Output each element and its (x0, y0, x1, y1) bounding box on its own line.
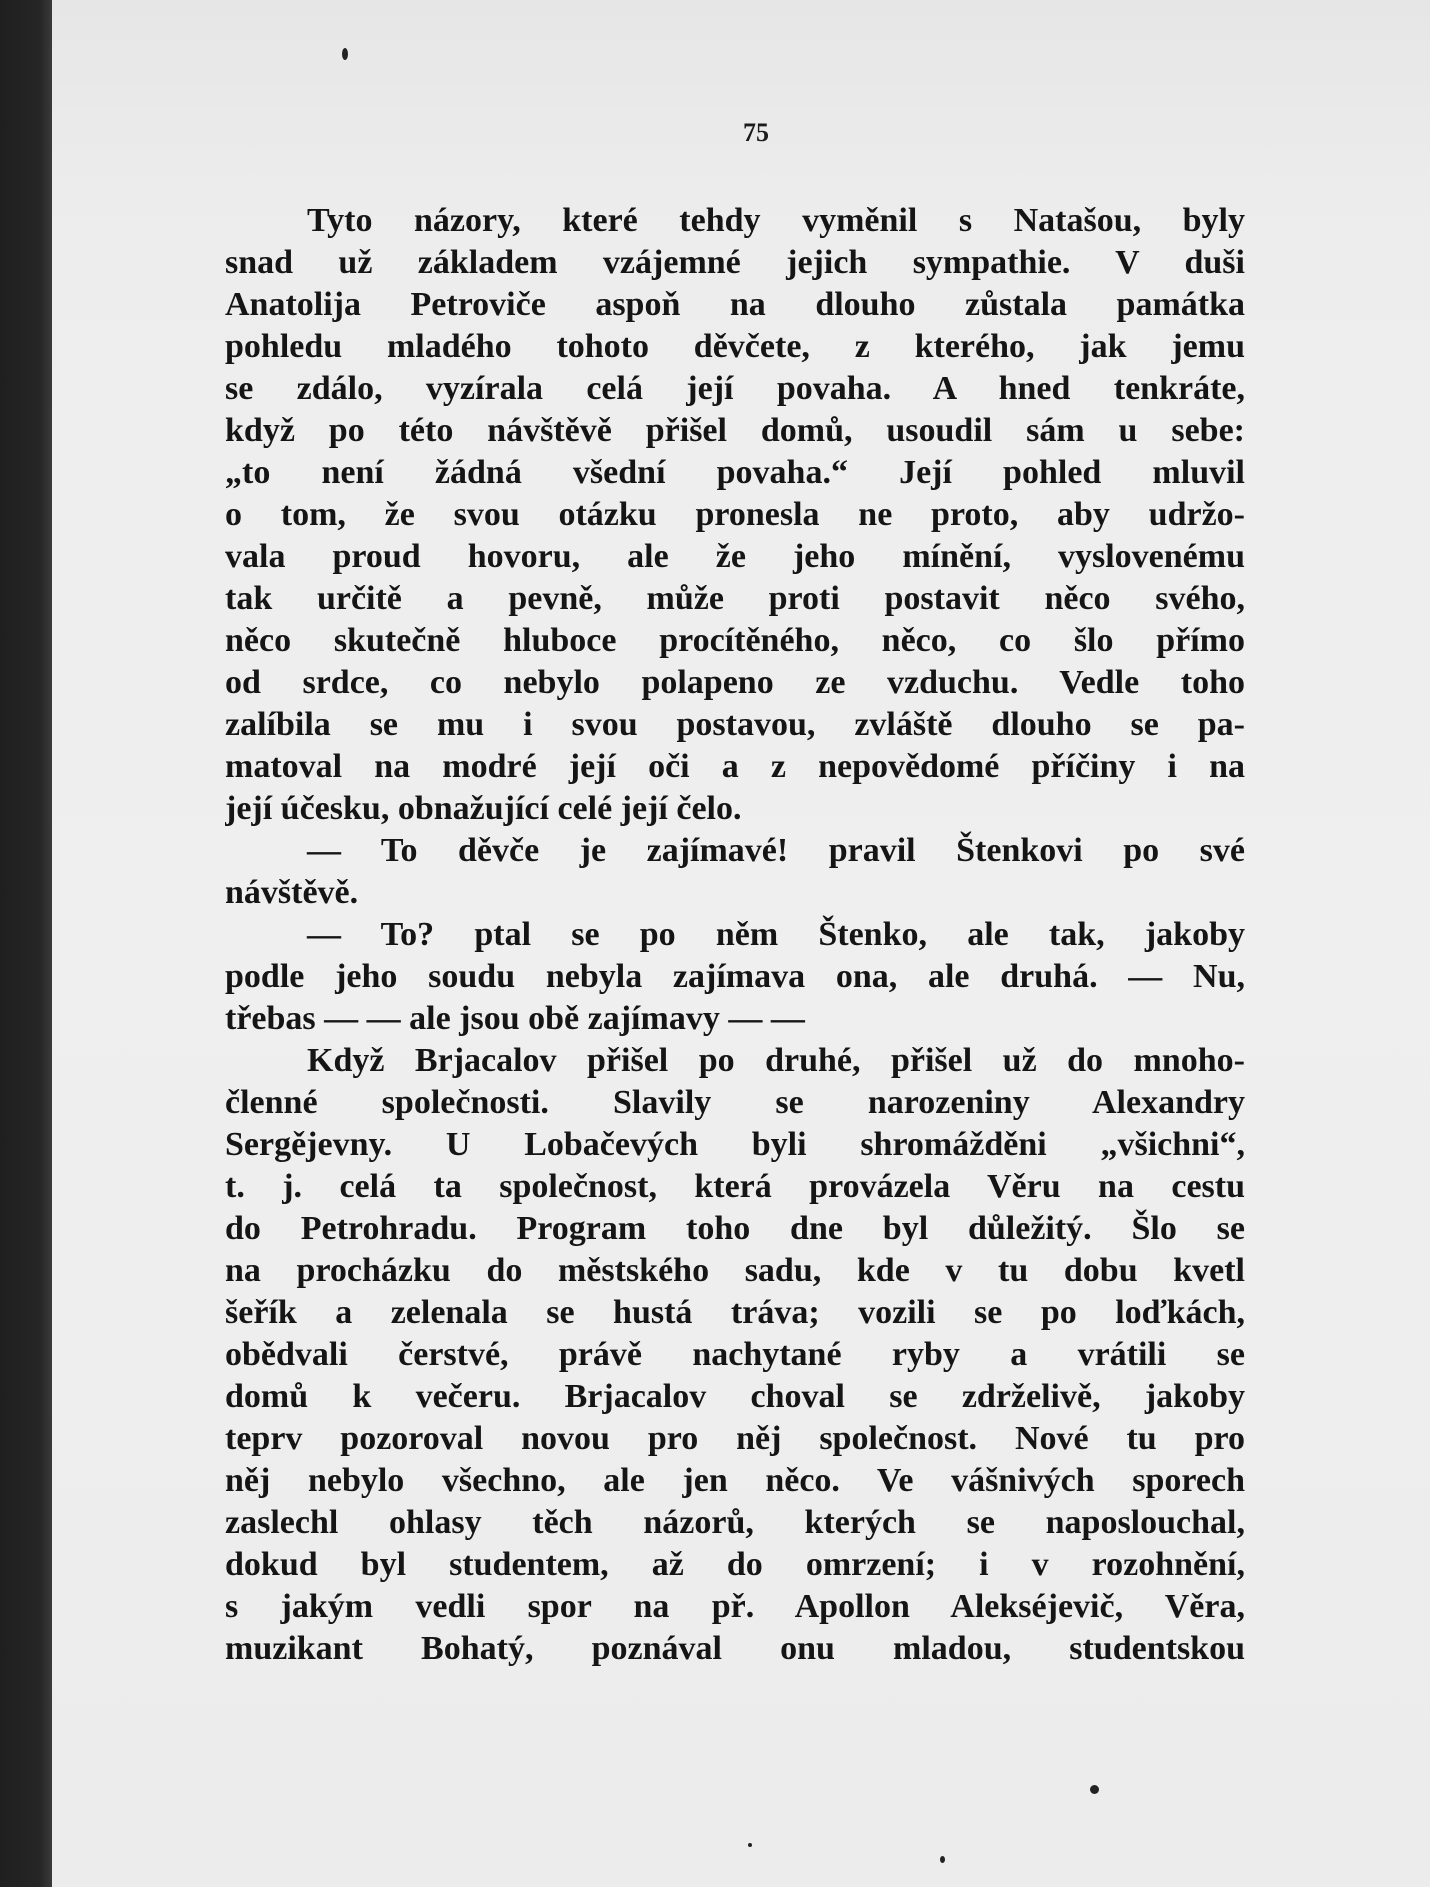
text-line: návštěvě. (225, 874, 359, 911)
text-line: matoval na modré její oči a z nepovědomé příčiny i na (225, 748, 1245, 785)
text-line: snad už základem vzájemné jejich sympathie. V duši (225, 244, 1245, 281)
text-line: Anatolija Petroviče aspoň na dlouho zůstala památka (225, 286, 1245, 323)
text-line: domů k večeru. Brjacalov choval se zdrželivě, jakoby (225, 1378, 1245, 1415)
text-line: o tom, že svou otázku pronesla ne proto, aby udržo- (225, 496, 1245, 533)
text-line: pohledu mladého tohoto děvčete, z kterého, jak jemu (225, 328, 1245, 365)
text-line: něco skutečně hluboce procítěného, něco, co šlo přímo (225, 622, 1245, 659)
text-line: — To děvče je zajímavé! pravil Štenkovi po své (307, 832, 1245, 869)
text-line: t. j. celá ta společnost, která provázela Věru na cestu (225, 1168, 1245, 1205)
text-line: muzikant Bohatý, poznával onu mladou, studentskou (225, 1630, 1245, 1667)
text-line: od srdce, co nebylo polapeno ze vzduchu. Vedle toho (225, 664, 1245, 701)
page-sheet (52, 0, 1430, 1887)
body-text (225, 200, 1245, 1670)
text-line: třebas — — ale jsou obě zajímavy — — (225, 1000, 805, 1037)
text-line: do Petrohradu. Program toho dne byl důležitý. Šlo se (225, 1210, 1245, 1247)
text-line: podle jeho soudu nebyla zajímava ona, ale druhá. — Nu, (225, 958, 1245, 995)
text-line: vala proud hovoru, ale že jeho mínění, vyslovenému (225, 538, 1245, 575)
print-speck (342, 48, 348, 60)
text-line: — To? ptal se po něm Štenko, ale tak, jakoby (307, 916, 1245, 953)
text-line: s jakým vedli spor na př. Apollon Alekséjevič, Věra, (225, 1588, 1245, 1625)
text-line: na procházku do městského sadu, kde v tu dobu kvetl (225, 1252, 1245, 1289)
text-line: se zdálo, vyzírala celá její povaha. A hned tenkráte, (225, 370, 1245, 407)
text-line: její účesku, obnažující celé její čelo. (225, 790, 742, 827)
text-line: členné společnosti. Slavily se narozeniny Alexandry (225, 1084, 1245, 1121)
text-line: Tyto názory, které tehdy vyměnil s Natašou, byly (307, 202, 1245, 239)
text-line: zalíbila se mu i svou postavou, zvláště dlouho se pa- (225, 706, 1245, 743)
text-line: Sergějevny. U Lobačevých byli shromážděni „všichni“, (225, 1126, 1245, 1163)
print-speck (1090, 1785, 1099, 1794)
page-number-text: 75 (743, 118, 769, 147)
text-line: dokud byl studentem, až do omrzení; i v rozohnění, (225, 1546, 1245, 1583)
text-line: „to není žádná všední povaha.“ Její pohled mluvil (225, 454, 1245, 491)
text-line: zaslechl ohlasy těch názorů, kterých se naposlouchal, (225, 1504, 1245, 1541)
text-line: tak určitě a pevně, může proti postavit něco svého, (225, 580, 1245, 617)
text-line: obědvali čerstvé, právě nachytané ryby a vrátili se (225, 1336, 1245, 1373)
print-speck (940, 1856, 945, 1863)
text-line: když po této návštěvě přišel domů, usoudil sám u sebe: (225, 412, 1245, 449)
text-line: něj nebylo všechno, ale jen něco. Ve vášnivých sporech (225, 1462, 1245, 1499)
book-binding-edge (0, 0, 52, 1887)
page-number (52, 118, 1430, 148)
text-line: šeřík a zelenala se hustá tráva; vozili se po loďkách, (225, 1294, 1245, 1331)
print-speck (748, 1843, 752, 1847)
text-line: teprv pozoroval novou pro něj společnost. Nové tu pro (225, 1420, 1245, 1457)
text-line: Když Brjacalov přišel po druhé, přišel už do mnoho- (307, 1042, 1245, 1079)
